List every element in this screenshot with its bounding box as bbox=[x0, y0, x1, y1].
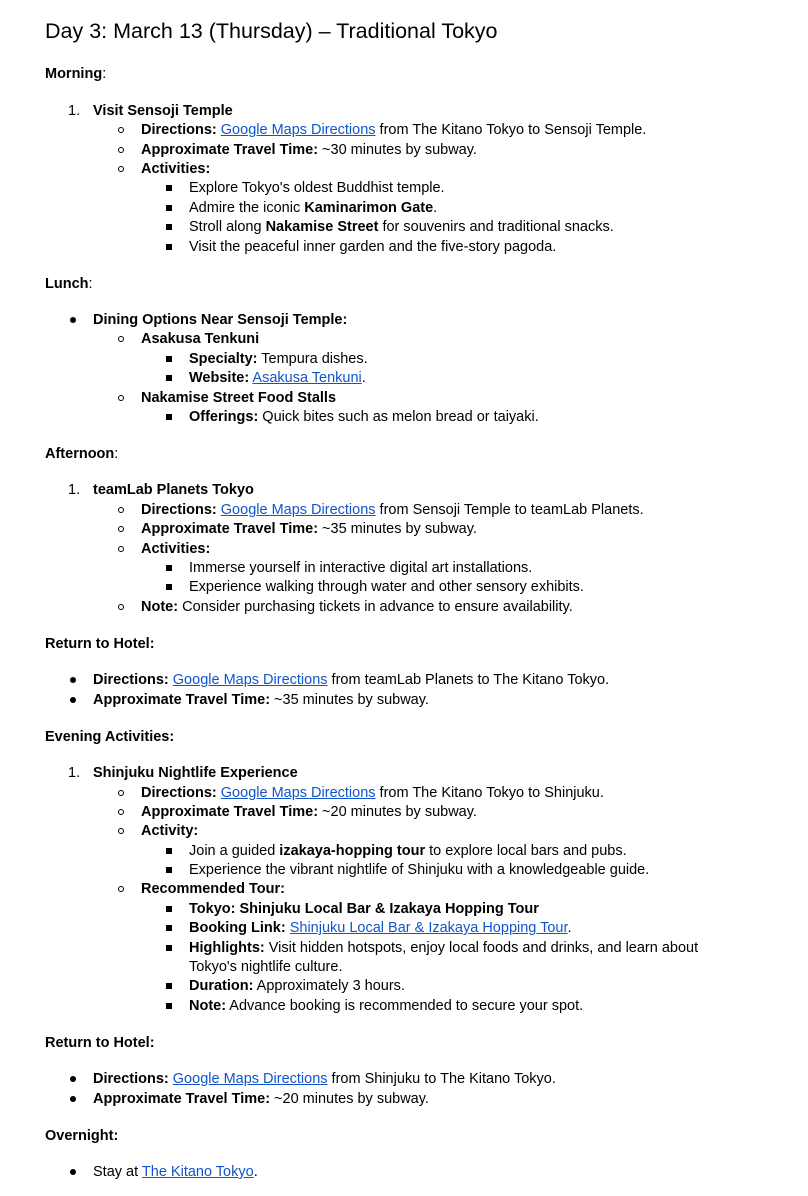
directions-link[interactable]: Google Maps Directions bbox=[172, 1071, 328, 1087]
list-item-continuation: Tokyo's nightlife culture. bbox=[189, 959, 343, 975]
list-item: Join a guided izakaya-hopping tour to explore local bars and pubs. bbox=[189, 842, 627, 861]
list-item: 1. teamLab Planets Tokyo bbox=[68, 482, 254, 498]
list-item: Activities: bbox=[141, 160, 210, 179]
list-item: Asakusa Tenkuni bbox=[141, 330, 259, 349]
bullet-square-icon bbox=[166, 185, 172, 191]
list-item: Tokyo: Shinjuku Local Bar & Izakaya Hopping Tour bbox=[189, 900, 539, 919]
list-item: Visit the peaceful inner garden and the five-story pagoda. bbox=[189, 238, 556, 257]
bullet-circle-icon bbox=[118, 395, 124, 401]
bullet-square-icon bbox=[166, 414, 172, 420]
bullet-circle-icon bbox=[118, 546, 124, 552]
bullet-square-icon bbox=[166, 224, 172, 230]
bullet-square-icon bbox=[166, 584, 172, 590]
bullet-dot-icon bbox=[70, 697, 76, 703]
bullet-circle-icon bbox=[118, 507, 124, 513]
directions-link[interactable]: Google Maps Directions bbox=[220, 502, 376, 518]
list-item: Nakamise Street Food Stalls bbox=[141, 389, 336, 408]
bullet-circle-icon bbox=[118, 604, 124, 610]
list-item: Note: Advance booking is recommended to secure your spot. bbox=[189, 997, 583, 1016]
bullet-square-icon bbox=[166, 906, 172, 912]
return-heading: Return to Hotel: bbox=[45, 636, 155, 652]
list-item: Activities: bbox=[141, 540, 210, 559]
bullet-square-icon bbox=[166, 867, 172, 873]
page-title: Day 3: March 13 (Thursday) – Traditional Tokyo bbox=[45, 19, 498, 43]
overnight-heading: Overnight: bbox=[45, 1128, 119, 1144]
bullet-dot-icon bbox=[70, 1169, 76, 1175]
bullet-circle-icon bbox=[118, 147, 124, 153]
list-item: Note: Consider purchasing tickets in advance to ensure availability. bbox=[141, 598, 573, 617]
list-item: Immerse yourself in interactive digital art installations. bbox=[189, 559, 532, 578]
list-item: 1. Visit Sensoji Temple bbox=[68, 103, 233, 119]
list-item: Explore Tokyo's oldest Buddhist temple. bbox=[189, 179, 445, 198]
lunch-heading: Lunch: bbox=[45, 276, 93, 292]
return-heading: Return to Hotel: bbox=[45, 1035, 155, 1051]
evening-heading: Evening Activities: bbox=[45, 729, 175, 745]
bullet-square-icon bbox=[166, 945, 172, 951]
bullet-dot-icon bbox=[70, 1096, 76, 1102]
bullet-square-icon bbox=[166, 983, 172, 989]
bullet-circle-icon bbox=[118, 886, 124, 892]
directions-link[interactable]: Google Maps Directions bbox=[220, 785, 376, 801]
afternoon-heading: Afternoon: bbox=[45, 446, 119, 462]
list-item: Directions: Google Maps Directions from The Kitano Tokyo to Shinjuku. bbox=[141, 784, 604, 803]
list-item: Stay at The Kitano Tokyo. bbox=[93, 1163, 258, 1182]
list-item: Approximate Travel Time: ~20 minutes by subway. bbox=[141, 803, 477, 822]
list-item: Activity: bbox=[141, 822, 198, 841]
bullet-circle-icon bbox=[118, 336, 124, 342]
bullet-circle-icon bbox=[118, 127, 124, 133]
directions-link[interactable]: Google Maps Directions bbox=[220, 122, 376, 138]
list-item: Website: Asakusa Tenkuni. bbox=[189, 369, 366, 388]
list-item: Booking Link: Shinjuku Local Bar & Izakaya Hopping Tour. bbox=[189, 919, 572, 938]
bullet-circle-icon bbox=[118, 526, 124, 532]
list-item: Approximate Travel Time: ~20 minutes by subway. bbox=[93, 1090, 429, 1109]
list-item: Approximate Travel Time: ~35 minutes by subway. bbox=[93, 691, 429, 710]
bullet-square-icon bbox=[166, 565, 172, 571]
list-item: Experience walking through water and other sensory exhibits. bbox=[189, 578, 584, 597]
bullet-circle-icon bbox=[118, 828, 124, 834]
directions-link[interactable]: Google Maps Directions bbox=[172, 672, 328, 688]
bullet-square-icon bbox=[166, 244, 172, 250]
list-item: Experience the vibrant nightlife of Shinjuku with a knowledgeable guide. bbox=[189, 861, 649, 880]
morning-heading: Morning: bbox=[45, 66, 107, 82]
list-item: Admire the iconic Kaminarimon Gate. bbox=[189, 199, 437, 218]
list-item: Offerings: Quick bites such as melon bread or taiyaki. bbox=[189, 408, 539, 427]
list-item: Duration: Approximately 3 hours. bbox=[189, 977, 405, 996]
list-item: Approximate Travel Time: ~30 minutes by subway. bbox=[141, 141, 477, 160]
list-item: Directions: Google Maps Directions from teamLab Planets to The Kitano Tokyo. bbox=[93, 671, 609, 690]
bullet-square-icon bbox=[166, 356, 172, 362]
list-item: Dining Options Near Sensoji Temple: bbox=[93, 311, 347, 330]
bullet-square-icon bbox=[166, 925, 172, 931]
bullet-dot-icon bbox=[70, 1076, 76, 1082]
list-item: Directions: Google Maps Directions from Sensoji Temple to teamLab Planets. bbox=[141, 501, 644, 520]
booking-link[interactable]: Shinjuku Local Bar & Izakaya Hopping Tour bbox=[289, 920, 568, 936]
list-item: Highlights: Visit hidden hotspots, enjoy local foods and drinks, and learn about bbox=[189, 939, 698, 958]
website-link[interactable]: Asakusa Tenkuni bbox=[252, 370, 362, 386]
bullet-circle-icon bbox=[118, 809, 124, 815]
hotel-link[interactable]: The Kitano Tokyo bbox=[141, 1164, 254, 1180]
list-item: Directions: Google Maps Directions from Shinjuku to The Kitano Tokyo. bbox=[93, 1070, 556, 1089]
bullet-circle-icon bbox=[118, 790, 124, 796]
bullet-dot-icon bbox=[70, 317, 76, 323]
list-item: Recommended Tour: bbox=[141, 880, 285, 899]
bullet-square-icon bbox=[166, 848, 172, 854]
bullet-square-icon bbox=[166, 375, 172, 381]
list-item: 1. Shinjuku Nightlife Experience bbox=[68, 765, 298, 781]
bullet-circle-icon bbox=[118, 166, 124, 172]
list-item: Specialty: Tempura dishes. bbox=[189, 350, 368, 369]
bullet-square-icon bbox=[166, 1003, 172, 1009]
list-item: Stroll along Nakamise Street for souvenirs and traditional snacks. bbox=[189, 218, 614, 237]
list-item: Approximate Travel Time: ~35 minutes by subway. bbox=[141, 520, 477, 539]
list-item: Directions: Google Maps Directions from The Kitano Tokyo to Sensoji Temple. bbox=[141, 121, 646, 140]
bullet-dot-icon bbox=[70, 677, 76, 683]
bullet-square-icon bbox=[166, 205, 172, 211]
